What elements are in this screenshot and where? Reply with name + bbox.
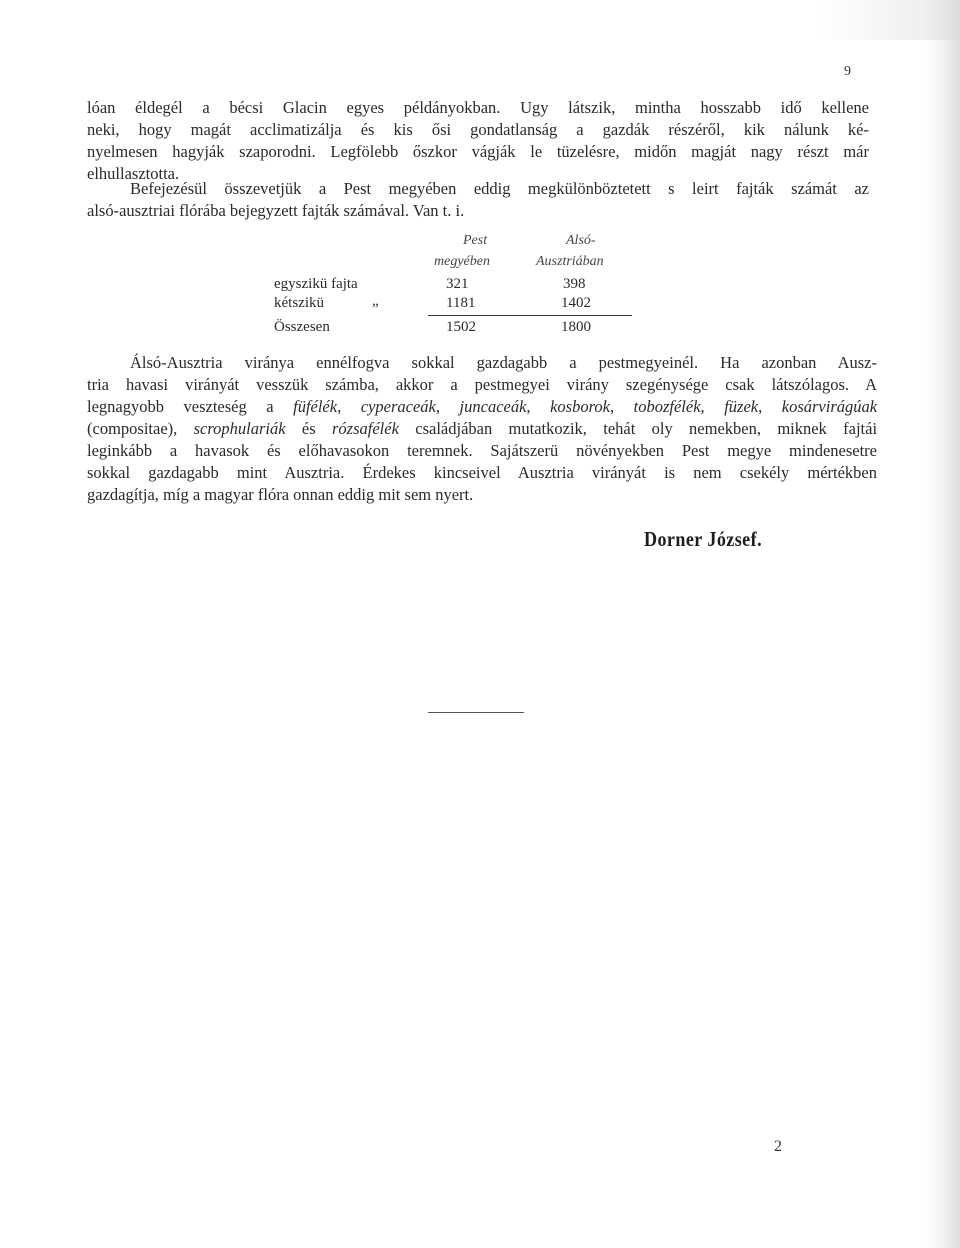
cell-pest-monocot: 321 — [446, 276, 469, 292]
text-line: (compositae), scrophulariák és rózsafélék családjában mutatkozik, tehát oly nemekben, miknek fajtái — [87, 419, 878, 438]
row-label-dicot: kétszikü — [274, 295, 324, 311]
text-line: Álsó-Ausztria virányа ennélfogva sokkal gazdagabb a pestmegyeinél. Ha azonban Ausz- — [130, 353, 877, 372]
section-divider — [428, 712, 524, 713]
text-line: neki, hogy magát acclimatizálja és kis ősi gondatlanság a gazdák részéről, kik nálunk ké- — [87, 120, 869, 139]
cell-austria-monocot: 398 — [563, 276, 586, 292]
page-corner-shadow — [820, 0, 960, 40]
cell-pest-dicot: 1181 — [446, 295, 476, 311]
text-line: sokkal gazdagabb mint Ausztria. Érdekes kincseivel Ausztria virányát is nem csekély mértékben — [87, 463, 877, 482]
page-number-top: 9 — [844, 64, 851, 79]
text-line: gazdagítja, míg a magyar flóra onnan eddig mit sem nyert. — [87, 485, 474, 504]
cell-austria-dicot: 1402 — [561, 295, 591, 311]
page-number-bottom: 2 — [774, 1138, 782, 1155]
paragraph-conclusion — [87, 352, 877, 506]
paragraph-comparison-intro — [87, 178, 869, 222]
text-line: tria havasi virányát vesszük számba, akkor a pestmegyei virány szegénysége csak látszólagos. A — [87, 375, 877, 394]
col-header-pest-line1: Pest — [463, 233, 488, 248]
col-header-austria-line1: Alsó- — [566, 233, 596, 248]
text-line: alsó-ausztriai flórába bejegyzett fajták számával. Van t. i. — [87, 201, 465, 220]
paragraph-continuation — [87, 97, 869, 185]
text-line: elhullasztotta. — [87, 164, 180, 183]
row-label-total: Összesen — [274, 319, 330, 335]
page-edge-shadow — [926, 0, 960, 1248]
ditto-mark: „ — [372, 293, 379, 309]
row-label-monocot: egyszikü fajta — [274, 276, 358, 292]
cell-austria-total: 1800 — [561, 319, 591, 335]
text-line: legnagyobb veszteség a füfélék, cyperaceák, juncaceák, kosborok, tobozfélék, füzek, kosárvirágúak — [87, 397, 878, 416]
cell-pest-total: 1502 — [446, 319, 476, 335]
species-count-table — [274, 233, 644, 343]
col-header-pest-line2: megyében — [434, 254, 490, 269]
text-line: leginkább a havasok és előhavasokon teremnek. Sajátszerü növényekben Pest megye mindenesetre — [87, 441, 877, 460]
text-line: lóan éldegél a bécsi Glacin egyes példányokban. Ugy látszik, mintha hosszabb idő kellene — [87, 98, 869, 117]
author-signature: Dorner József. — [644, 527, 763, 551]
text-line: Befejezésül összevetjük a Pest megyében eddig megkülönböztetett s leirt fajták számát az — [130, 179, 869, 198]
text-line: nyelmesen hagyják szaporodni. Legfölebb őszkor vágják le tüzelésre, midőn magját nagy részt már — [87, 142, 869, 161]
col-header-austria-line2: Ausztriában — [536, 254, 604, 269]
sum-rule — [428, 315, 632, 316]
